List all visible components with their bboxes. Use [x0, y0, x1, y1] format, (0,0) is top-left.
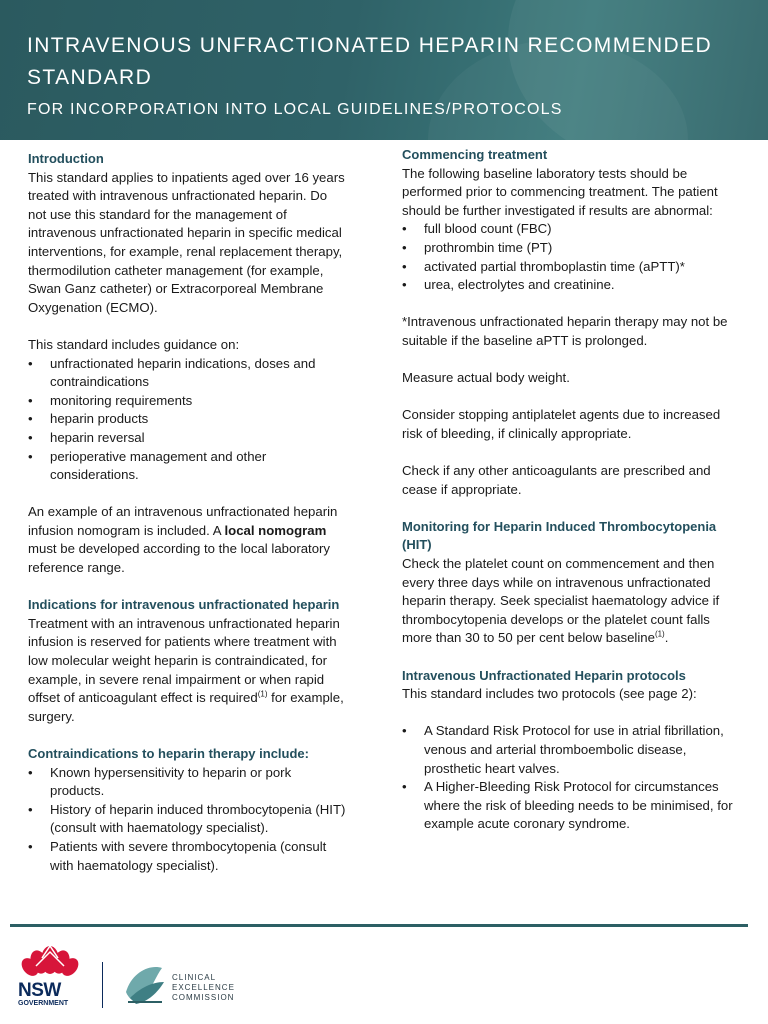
right-column	[402, 146, 738, 834]
nsw-government-logo	[18, 938, 82, 1010]
baseline-tests-list	[402, 220, 738, 294]
contraindications-list	[28, 764, 348, 876]
cec-wordmark: CLINICAL EXCELLENCE COMMISSION	[172, 973, 235, 1002]
left-column	[28, 150, 348, 875]
list-item: • A Standard Risk Protocol for use in atrial fibrillation, venous and arterial thromboembolic disease, prosthetic heart valves.	[402, 723, 724, 776]
list-item: • full blood count (FBC)	[402, 221, 552, 237]
indications-heading: Indications for intravenous unfractionated heparin	[28, 597, 340, 613]
list-item: • unfractionated heparin indications, doses and contraindications	[28, 355, 316, 390]
footer-divider	[10, 924, 748, 927]
intro-heading: Introduction	[28, 151, 104, 166]
body-weight-text: Measure actual body weight.	[402, 370, 570, 386]
commencing-text: The following baseline laboratory tests should be performed prior to commencing treatment. The patient should be further investigated if results are abnormal:	[402, 165, 718, 218]
list-item: • A Higher-Bleeding Risk Protocol for circumstances where the risk of bleeding needs to be minimised, for example acute coronary syndrome.	[402, 779, 733, 832]
guidance-lead: This standard includes guidance on:	[28, 336, 240, 352]
list-item: • heparin reversal	[28, 429, 145, 445]
commencing-heading: Commencing treatment	[402, 147, 548, 162]
protocols-text: This standard includes two protocols (see page 2):	[402, 686, 697, 702]
government-wordmark: GOVERNMENT	[18, 1000, 69, 1007]
list-item: • heparin products	[28, 411, 149, 427]
list-item: • History of heparin induced thrombocytopenia (HIT) (consult with haematology specialist).	[28, 801, 346, 836]
guidance-list	[28, 355, 348, 485]
list-item: • perioperative management and other considerations.	[28, 448, 267, 483]
logo-divider	[102, 962, 103, 1008]
list-item: • Patients with severe thrombocytopenia (consult with haematology specialist).	[28, 838, 327, 873]
contraindications-heading: Contraindications to heparin therapy include:	[28, 746, 309, 761]
aptt-note: *Intravenous unfractionated heparin therapy may not be suitable if the baseline aPTT is prolonged.	[402, 314, 728, 348]
antiplatelet-text: Consider stopping antiplatelet agents due to increased risk of bleeding, if clinically appropriate.	[402, 407, 721, 441]
document-subtitle: FOR INCORPORATION INTO LOCAL GUIDELINES/PROTOCOLS	[27, 101, 563, 118]
list-item: • monitoring requirements	[28, 392, 193, 408]
hit-heading: Monitoring for Heparin Induced Thrombocytopenia (HIT)	[402, 518, 717, 553]
intro-text: This standard applies to inpatients aged over 16 years treated with intravenous unfractionated heparin. Do not use this standard for the management of intravenous unfractionated heparin in specific medical interventions, for example, renal replacement therapy, thermodilution catheter management (for example, Swan Ganz catheter) or Extracorporeal Membrane Oxygenation (ECMO).	[28, 169, 345, 315]
list-item: • urea, electrolytes and creatinine.	[402, 277, 615, 293]
protocols-heading: Intravenous Unfractionated Heparin protocols	[402, 667, 686, 683]
protocols-list	[402, 722, 738, 834]
list-item: • Known hypersensitivity to heparin or pork products.	[28, 764, 292, 799]
hit-text: Check the platelet count on commencement and then every three days while on intravenous unfractionated heparin therapy. Seek specialist haematology advice if thrombocytopenia develops or the platelet count falls more than 30 to 50 per cent below baseline$^{(1)}$.	[402, 556, 720, 646]
header-banner	[0, 0, 768, 140]
nomogram-text: An example of an intravenous unfractionated heparin infusion nomogram is included. A local nomogram must be developed according to the local laboratory reference range.	[28, 504, 338, 576]
waratah-icon	[18, 938, 82, 982]
anticoagulant-text: Check if any other anticoagulants are prescribed and cease if appropriate.	[402, 463, 711, 497]
list-item: • prothrombin time (PT)	[402, 239, 553, 255]
cec-leaf-icon	[122, 962, 166, 1008]
list-item: • activated partial thromboplastin time (aPTT)*	[402, 258, 685, 274]
document-title: INTRAVENOUS UNFRACTIONATED HEPARIN RECOMMENDED STANDARD	[27, 34, 713, 89]
nsw-wordmark: NSW	[18, 980, 61, 1001]
indications-text: Treatment with an intravenous unfractionated heparin infusion is reserved for patients where treatment with low molecular weight heparin is contraindicated, for example, in severe renal impairment or when rapid offset of anticoagulant effect is required$^{(1)}$ for example, surgery.	[28, 615, 344, 724]
